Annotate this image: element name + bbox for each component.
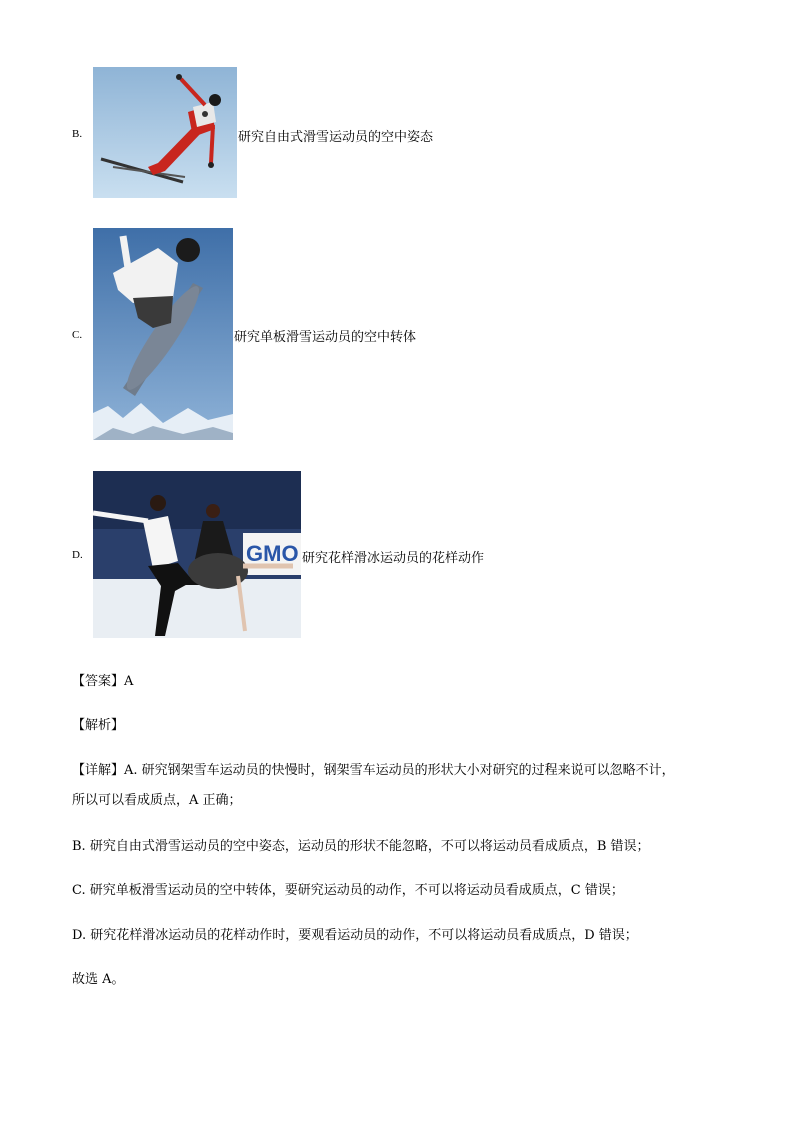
detail-line-2: 所以可以看成质点，A 正确； (72, 793, 242, 808)
option-c-text: 研究单板滑雪运动员的空中转体 (234, 330, 417, 345)
answer-line: 【答案】A (72, 674, 134, 689)
analysis-heading: 【解析】 (72, 718, 125, 733)
conclusion: 故选 A。 (72, 972, 125, 987)
option-d-text: 研究花样滑冰运动员的花样动作 (302, 551, 485, 566)
explanation-d: D. 研究花样滑冰运动员的花样动作时，要观看运动员的动作，不可以将运动员看成质点，D 错误； (72, 928, 638, 943)
snowboarder-photo (93, 228, 233, 440)
figure-skaters-photo (93, 471, 301, 638)
option-b-text: 研究自由式滑雪运动员的空中姿态 (238, 130, 434, 145)
explanation-c: C. 研究单板滑雪运动员的空中转体，要研究运动员的动作，不可以将运动员看成质点，C 错误； (72, 883, 624, 898)
freestyle-skier-photo (93, 67, 237, 198)
sign-text: GMO (246, 541, 299, 566)
option-c-letter: C. (72, 329, 83, 341)
explanation-b: B. 研究自由式滑雪运动员的空中姿态，运动员的形状不能忽略，不可以将运动员看成质点，B 错误； (72, 839, 650, 854)
option-b-letter: B. (72, 128, 83, 140)
detail-line-1: 【详解】A. 研究钢架雪车运动员的快慢时，钢架雪车运动员的形状大小对研究的过程来说可以忽略不计， (72, 763, 675, 778)
option-d-letter: D. (72, 549, 83, 561)
